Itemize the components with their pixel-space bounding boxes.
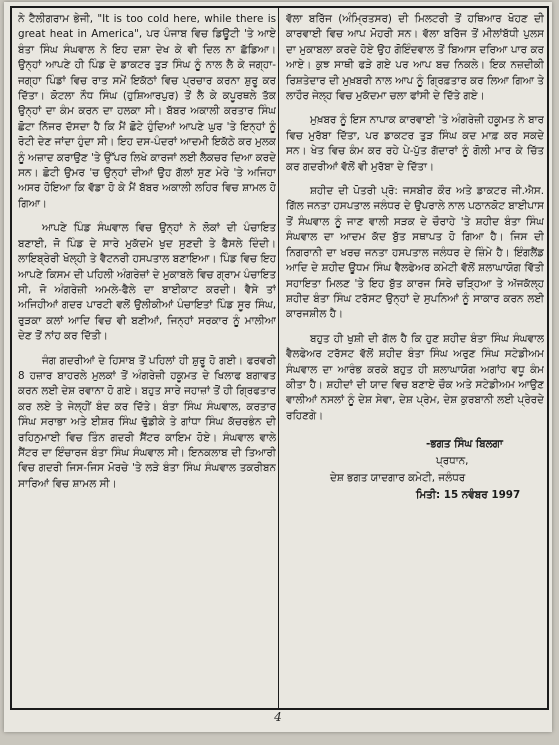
document-page — [4, 2, 552, 732]
signature-date: ਮਿਤੀ: 15 ਨਵੰਬਰ 1997 — [416, 489, 521, 502]
column-divider — [278, 8, 279, 708]
right-column — [286, 12, 544, 702]
signature-organization: ਦੇਸ਼ ਭਗਤ ਯਾਦਗਾਰ ਕਮੇਟੀ, ਜਲੰਧਰ — [330, 472, 466, 485]
signature-role: ਪ੍ਰਧਾਨ, — [436, 455, 469, 468]
right-paragraph-2: ਮੁਖ਼ਬਰ ਨੂੰ ਇਸ ਨਾਪਾਕ ਕਾਰਵਾਈ 'ਤੇ ਅੰਗਰੇਜ਼ੀ ਹਕੂਮਤ ਨੇ ਬਾਰ ਵਿਚ ਮੁਰੱਬਾ ਦਿੱਤਾ, ਪਰ ਡਾਕਟਰ ਤੁੜ ਸਿੰਘ ਕਦ ਮਾਫ਼ ਕਰ ਸਕਦੇ ਸਨ। ਖੇਤ ਵਿਚ ਕੰਮ ਕਰ ਰਹੇ ਪੇ-ਪੁੱਤ ਗੱਦਾਰਾਂ ਨੂੰ ਗੋਲੀ ਮਾਰ ਕੇ ਚਿੱਤ ਕਰ ਗਦਰੀਆਂ ਵੱਲੋਂ ਵੀ ਮੁਰੱਬਾ ਦੇ ਦਿੱਤਾ। — [286, 114, 544, 173]
right-paragraph-1: ਵੱਲਾ ਬਰਿੱਜ (ਅੰਮ੍ਰਿਤਸਰ) ਦੀ ਮਿਲਟਰੀ ਤੋਂ ਹਥਿਆਰ ਖੋਹਣ ਦੀ ਕਾਰਵਾਈ ਵਿਚ ਆਪ ਮੋਹਰੀ ਸਨ। ਵੱਲਾ ਬਰਿੱਜ ਤੋਂ ਮੀਲਾਂਬੱਧੀ ਪੁਲਸ ਦਾ ਮੁਕਾਬਲਾ ਕਰਦੇ ਹੋਏ ਉਹ ਗੋਇੰਦਵਾਲ ਤੋਂ ਬਿਆਸ ਦਰਿਆ ਪਾਰ ਕਰ ਆਏ। ਕੁਝ ਸਾਥੀ ਫੜੇ ਗਏ ਪਰ ਆਪ ਬਚ ਨਿਕਲੇ। ਇਕ ਨਜ਼ਦੀਕੀ ਰਿਸ਼ਤੇਦਾਰ ਦੀ ਮੁਖ਼ਬਰੀ ਨਾਲ ਆਪ ਨੂੰ ਗ੍ਰਿਫ਼ਤਾਰ ਕਰ ਲਿਆ ਗਿਆ ਤੇ ਲਾਹੌਰ ਜੇਲ੍ਹ ਵਿਚ ਮੁਕੱਦਮਾ ਚਲਾ ਫਾਂਸੀ ਦੇ ਦਿੱਤੇ ਗਏ। — [286, 13, 544, 103]
right-paragraph-3: ਸ਼ਹੀਦ ਦੀ ਪੋਤਰੀ ਪ੍ਰੋ: ਜਸਬੀਰ ਕੌਰ ਅਤੇ ਡਾਕਟਰ ਜੀ.ਐਸ. ਗਿੱਲ ਜਨਤਾ ਹਸਪਤਾਲ ਜਲੰਧਰ ਦੇ ਉਪਰਾਲੇ ਨਾਲ ਪਠਾਨਕੋਟ ਬਾਈਪਾਸ ਤੋਂ ਸੰਘਵਾਲ ਨੂੰ ਜਾਣ ਵਾਲੀ ਸੜਕ ਦੇ ਚੌਰਾਹੇ 'ਤੇ ਸ਼ਹੀਦ ਬੰਤਾ ਸਿੰਘ ਸੰਘਵਾਲ ਦਾ ਆਦਮ ਕੱਦ ਬੁੱਤ ਸਥਾਪਤ ਹੋ ਗਿਆ ਹੈ। ਜਿਸ ਦੀ ਨਿਗਰਾਨੀ ਦਾ ਖਰਚ ਜਨਤਾ ਹਸਪਤਾਲ ਜਲੰਧਰ ਦੇ ਜ਼ਿੰਮੇ ਹੈ। ਇੰਗਲੈਂਡ ਆਦਿ ਦੇ ਸ਼ਹੀਦ ਊਧਮ ਸਿੰਘ ਵੈਲਫੇਅਰ ਕਮੇਟੀ ਵੱਲੋਂ ਸ਼ਲਾਘਾਯੋਗ ਵਿੱਤੀ ਸਹਾਇਤਾ ਮਿਲਣ 'ਤੇ ਇਹ ਬੁੱਤ ਕਾਰਜ ਸਿਰੇ ਚੜ੍ਹਿਆ ਤੇ ਅੱਜਕੱਲ੍ਹ ਸ਼ਹੀਦ ਬੰਤਾ ਸਿੰਘ ਟਰੱਸਟ ਉਨ੍ਹਾਂ ਦੇ ਸੁਪਨਿਆਂ ਨੂੰ ਸਾਕਾਰ ਕਰਨ ਲਈ ਕਾਰਜਸ਼ੀਲ ਹੈ। — [286, 185, 544, 321]
left-column — [18, 12, 276, 702]
right-paragraph-4: ਬਹੁਤ ਹੀ ਖੁਸ਼ੀ ਦੀ ਗੱਲ ਹੈ ਕਿ ਹੁਣ ਸ਼ਹੀਦ ਬੰਤਾ ਸਿੰਘ ਸੰਘਵਾਲ ਵੈਲਫੇਅਰ ਟਰੱਸਟ ਵੱਲੋਂ ਸ਼ਹੀਦ ਬੰਤਾ ਸਿੰਘ ਅਰੁਣ ਸਿੰਘ ਸਟੇਡੀਅਮ ਸੰਘਵਾਲ ਦਾ ਆਰੰਭ ਕਰਕੇ ਬਹੁਤ ਹੀ ਸ਼ਲਾਘਾਯੋਗ ਅਗਾਂਹ ਵਧੂ ਕੰਮ ਕੀਤਾ ਹੈ। ਸ਼ਹੀਦਾਂ ਦੀ ਯਾਦ ਵਿਚ ਬਣਾਏ ਚੌਕ ਅਤੇ ਸਟੇਡੀਅਮ ਆਉਣ ਵਾਲੀਆਂ ਨਸਲਾਂ ਨੂੰ ਦੇਸ਼ ਸੇਵਾ, ਦੇਸ਼ ਪ੍ਰੇਮ, ਦੇਸ਼ ਕੁਰਬਾਨੀ ਲਈ ਪ੍ਰੇਰਦੇ ਰਹਿਣਗੇ। — [286, 332, 544, 422]
left-paragraph-2: ਆਪਣੇ ਪਿੰਡ ਸੰਘਵਾਲ ਵਿਚ ਉਨ੍ਹਾਂ ਨੇ ਲੋਕਾਂ ਦੀ ਪੰਚਾਇਤ ਬਣਾਈ, ਜੋ ਪਿੰਡ ਦੇ ਸਾਰੇ ਮੁਕੱਦਮੇ ਖੁਦ ਸੁਣਦੀ ਤੇ ਫੈਸਲੇ ਦਿੰਦੀ। ਲਾਇਬ੍ਰੇਰੀ ਖੋਲ੍ਹੀ ਤੇ ਵੈਟਨਰੀ ਹਸਪਤਾਲ ਬਣਾਇਆ। ਪਿੰਡ ਵਿਚ ਇਹ ਆਪਣੇ ਕਿਸਮ ਦੀ ਪਹਿਲੀ ਅੰਗਰੇਜ਼ਾਂ ਦੇ ਮੁਕਾਬਲੇ ਵਿਚ ਗ੍ਰਾਮ ਪੰਚਾਇਤ ਸੀ, ਜੋ ਅੰਗਰੇਜ਼ੀ ਅਮਲੇ-ਫੈਲੇ ਦਾ ਬਾਈਕਾਟ ਕਰਦੀ। ਵੈਸੇ ਤਾਂ ਅਜਿਹੀਆਂ ਗਦਰ ਪਾਰਟੀ ਵਲੋਂ ਉਲੀਕੀਆਂ ਪੰਚਾਇਤਾਂ ਪਿੰਡ ਸੂਰ ਸਿੰਘ, ਰੁੜਕਾ ਕਲਾਂ ਆਦਿ ਵਿਚ ਵੀ ਬਣੀਆਂ, ਜਿਨ੍ਹਾਂ ਸਰਕਾਰ ਨੂੰ ਮਾਲੀਆ ਦੇਣ ਤੋਂ ਨਾਂਹ ਕਰ ਦਿੱਤੀ। — [18, 222, 276, 343]
signature-block — [286, 436, 544, 504]
signature-name: -ਭਗਤ ਸਿੰਘ ਬਿਲਗਾ — [426, 438, 503, 451]
text-frame — [10, 6, 549, 710]
page-number: 4 — [274, 710, 282, 724]
left-paragraph-1: ਨੇ ਟੈਲੀਗਰਾਮ ਭੇਜੀ, "It is too cold here, while there is great heat in America", ਪਰ ਪੰਜਾਬ ਵਿਚ ਡਿਊਟੀ 'ਤੇ ਆਏ ਬੰਤਾ ਸਿੰਘ ਸੰਘਵਾਲ ਨੇ ਇਹ ਦਸ਼ਾ ਦੇਖ ਕੇ ਵੀ ਦਿਲ ਨਾ ਛੱਡਿਆ। ਉਨ੍ਹਾਂ ਆਪਣੇ ਹੀ ਪਿੰਡ ਦੇ ਡਾਕਟਰ ਤੁੜ ਸਿੰਘ ਨੂੰ ਨਾਲ ਲੈ ਕੇ ਜਗ੍ਹਾ-ਜਗ੍ਹਾ ਪਿੰਡਾਂ ਵਿਚ ਰਾਤ ਸਮੇਂ ਇਕੱਠਾਂ ਵਿਚ ਪ੍ਰਚਾਰ ਕਰਨਾ ਸ਼ੁਰੂ ਕਰ ਦਿੱਤਾ। ਕੋਟਲਾ ਨੌਧ ਸਿੰਘ (ਹੁਸ਼ਿਆਰਪੁਰ) ਤੋਂ ਲੈ ਕੇ ਕਪੂਰਥਲੇ ਤੱਕ ਉਨ੍ਹਾਂ ਦਾ ਕੰਮ ਕਰਨ ਦਾ ਹਲਕਾ ਸੀ। ਬੱਬਰ ਅਕਾਲੀ ਕਰਤਾਰ ਸਿੰਘ ਛੋਟਾ ਨਿੱਜਰ ਦੱਸਦਾ ਹੈ ਕਿ ਮੈਂ ਛੋਟੇ ਹੁੰਦਿਆਂ ਆਪਣੇ ਘੁਰ 'ਤੇ ਇਨ੍ਹਾਂ ਨੂੰ ਰੋਟੀ ਦੇਣ ਜਾਂਦਾ ਹੁੰਦਾ ਸੀ। ਇਹ ਦਸ-ਪੰਦਰਾਂ ਆਦਮੀ ਇਕੱਠੇ ਕਰ ਮੁਲਕ ਨੂੰ ਅਜ਼ਾਦ ਕਰਾਉਣ 'ਤੇ ਉੱਪਰ ਲਿਖੇ ਕਾਰਜਾਂ ਲਈ ਲੈਕਚਰ ਦਿਆ ਕਰਦੇ ਸਨ। ਛੋਟੀ ਉਮਰ 'ਚ ਉਨ੍ਹਾਂ ਦੀਆਂ ਉਹ ਗੱਲਾਂ ਸੁਣ ਮੇਰੇ 'ਤੇ ਅਜਿਹਾ ਅਸਰ ਹੋਇਆ ਕਿ ਵੱਡਾ ਹੋ ਕੇ ਮੈਂ ਬੱਬਰ ਅਕਾਲੀ ਲਹਿਰ ਵਿਚ ਸ਼ਾਮਲ ਹੋ ਗਿਆ। — [18, 13, 276, 210]
left-paragraph-3: ਜੰਗ ਗਦਰੀਆਂ ਦੇ ਹਿਸਾਬ ਤੋਂ ਪਹਿਲਾਂ ਹੀ ਸ਼ੁਰੂ ਹੋ ਗਈ। ਫਰਵਰੀ 8 ਹਜ਼ਾਰ ਬਾਹਰਲੇ ਮੁਲਕਾਂ ਤੋਂ ਅੰਗਰੇਜ਼ੀ ਹਕੂਮਤ ਦੇ ਖਿਲਾਫ ਬਗਾਵਤ ਕਰਨ ਲਈ ਦੇਸ਼ ਰਵਾਨਾ ਹੋ ਗਏ। ਬਹੁਤ ਸਾਰੇ ਜਹਾਜ਼ਾਂ ਤੋਂ ਹੀ ਗ੍ਰਿਫਤਾਰ ਕਰ ਲਏ ਤੇ ਜੇਲ੍ਹੀਂ ਬੰਦ ਕਰ ਦਿੱਤੇ। ਬੰਤਾ ਸਿੰਘ ਸੰਘਵਾਲ, ਕਰਤਾਰ ਸਿੰਘ ਸਰਾਭਾ ਅਤੇ ਈਸ਼ਰ ਸਿੰਘ ਢੁੱਡੀਕੇ ਤੇ ਗਾਂਧਾ ਸਿੰਘ ਕੱਚਰਭੰਨ ਦੀ ਰਹਿਨੁਮਾਈ ਵਿਚ ਤਿੰਨ ਗਦਰੀ ਸੈਂਟਰ ਕਾਇਮ ਹੋਏ। ਸੰਘਵਾਲ ਵਾਲੇ ਸੈਂਟਰ ਦਾ ਇੰਚਾਰਜ ਬੰਤਾ ਸਿੰਘ ਸੰਘਵਾਲ ਸੀ। ਇਨਕਲਾਬ ਦੀ ਤਿਆਰੀ ਵਿਚ ਗਦਰੀ ਜਿਸ-ਜਿਸ ਮੋਰਚੇ 'ਤੇ ਲੜੇ ਬੰਤਾ ਸਿੰਘ ਸੰਘਵਾਲ ਤਕਰੀਬਨ ਸਾਰਿਆਂ ਵਿਚ ਸ਼ਾਮਲ ਸੀ। — [18, 354, 276, 490]
